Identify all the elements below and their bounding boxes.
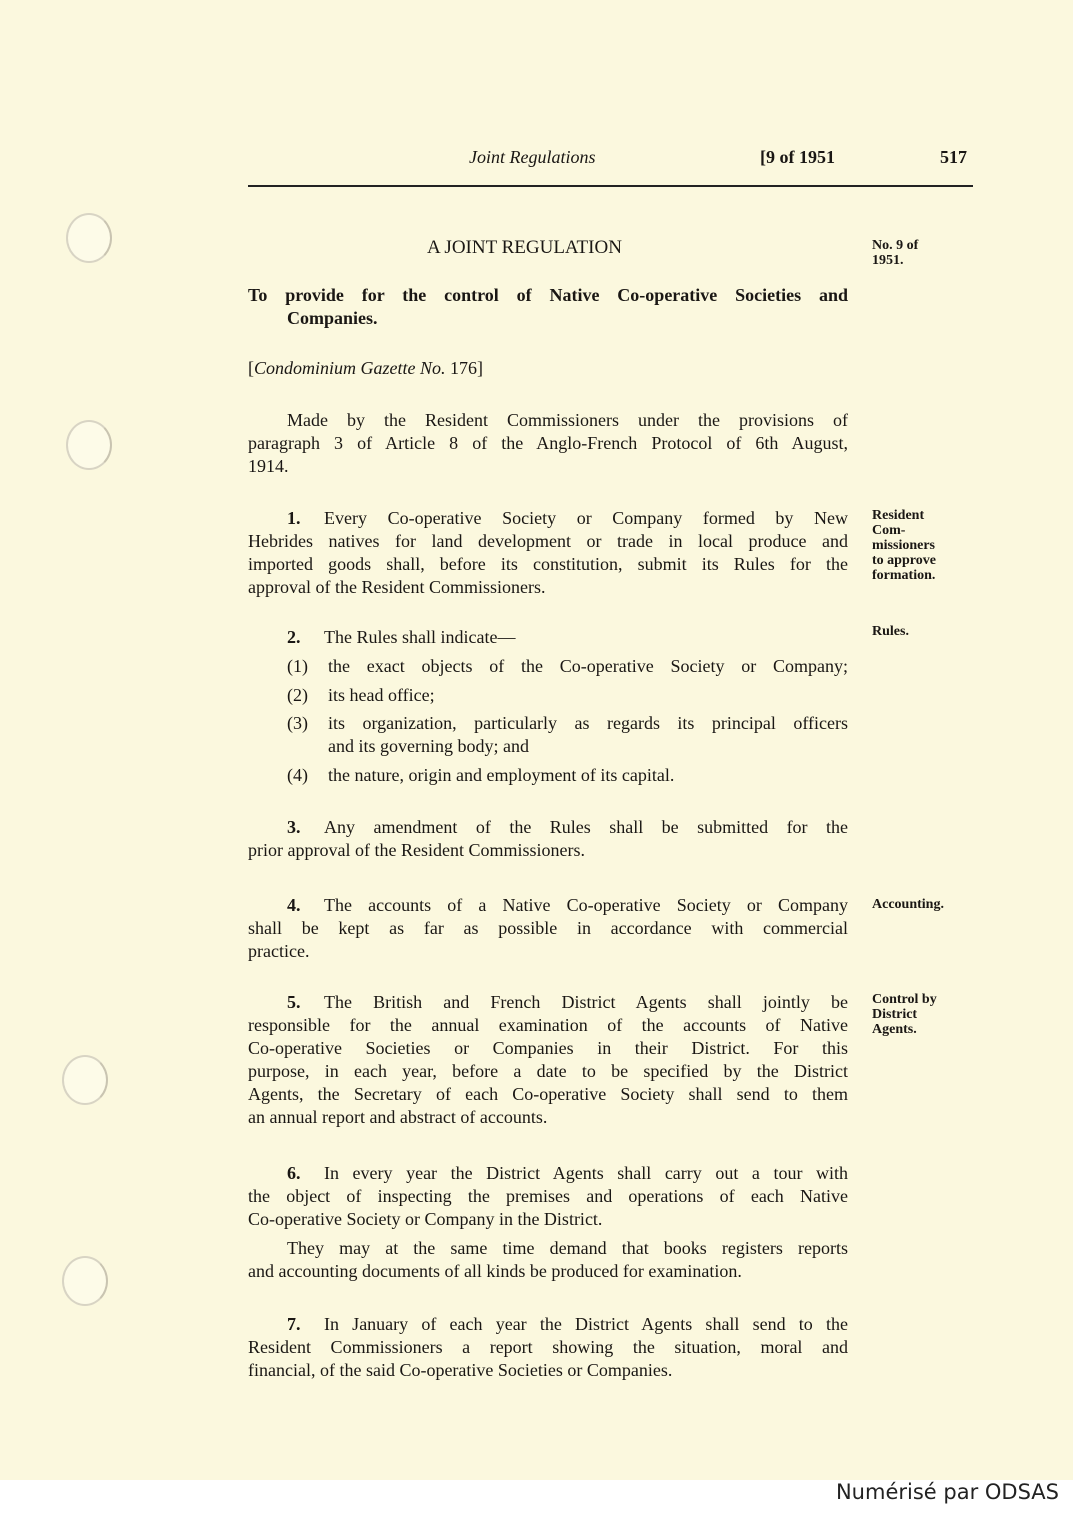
punch-hole <box>62 1256 108 1306</box>
section-line: Agents, the Secretary of each Co-operative Society shall send to them <box>248 1084 848 1104</box>
long-title-line: Companies. <box>287 308 378 328</box>
section-number: 1. <box>287 508 301 528</box>
regulation-heading: A JOINT REGULATION <box>427 237 622 258</box>
section-line: Co-operative Societies or Companies in their District. For this <box>248 1038 848 1058</box>
section-line: financial, of the said Co-operative Societies or Companies. <box>248 1360 673 1380</box>
running-head-title: Joint Regulations <box>469 147 596 167</box>
list-item-text: its organization, particularly as regards its principal officers <box>328 713 848 733</box>
section-number: 3. <box>287 817 301 837</box>
section-line: practice. <box>248 941 310 961</box>
section-line: purpose, in each year, before a date to be specified by the District <box>248 1061 848 1081</box>
margin-note-approve-formation: Resident Com- missioners to approve formation. <box>872 508 936 583</box>
gazette-reference: [Condominium Gazette No. 176] <box>248 358 483 378</box>
margin-note-accounting: Accounting. <box>872 897 944 912</box>
running-head-number: [9 of 1951 <box>760 147 835 167</box>
section-number: 7. <box>287 1314 301 1334</box>
section-line: Any amendment of the Rules shall be submitted for the <box>324 817 848 837</box>
section-line: Every Co-operative Society or Company formed by New <box>324 508 848 528</box>
page-number: 517 <box>940 147 967 167</box>
section-number: 5. <box>287 992 301 1012</box>
section-line: the object of inspecting the premises and operations of each Native <box>248 1186 848 1206</box>
preamble-line: 1914. <box>248 456 289 476</box>
list-item-text: and its governing body; and <box>328 736 529 756</box>
section-line: prior approval of the Resident Commissioners. <box>248 840 585 860</box>
section-line: approval of the Resident Commissioners. <box>248 577 546 597</box>
section-line: In every year the District Agents shall carry out a tour with <box>324 1163 848 1183</box>
section-line: The British and French District Agents shall jointly be <box>324 992 848 1012</box>
punch-hole <box>66 213 112 263</box>
section-number: 6. <box>287 1163 301 1183</box>
section-line: They may at the same time demand that books registers reports <box>287 1238 848 1258</box>
section-line: shall be kept as far as possible in accordance with commercial <box>248 918 848 938</box>
section-line: Hebrides natives for land development or trade in local produce and <box>248 531 848 551</box>
margin-note-district-agents: Control by District Agents. <box>872 992 937 1037</box>
section-line: Co-operative Society or Company in the District. <box>248 1209 603 1229</box>
list-item-text: the exact objects of the Co-operative Society or Company; <box>328 656 848 676</box>
list-item-number: (2) <box>287 685 308 705</box>
section-number: 2. <box>287 627 301 647</box>
section-intro: The Rules shall indicate— <box>324 627 516 647</box>
section-line: Resident Commissioners a report showing the situation, moral and <box>248 1337 848 1357</box>
header-rule <box>248 185 973 187</box>
section-number: 4. <box>287 895 301 915</box>
list-item-number: (1) <box>287 656 308 676</box>
long-title-line: To provide for the control of Native Co-operative Societies and <box>248 285 848 305</box>
section-line: The accounts of a Native Co-operative Society or Company <box>324 895 848 915</box>
margin-note-number: No. 9 of 1951. <box>872 238 919 268</box>
list-item-text: the nature, origin and employment of its capital. <box>328 765 675 785</box>
section-line: imported goods shall, before its constitution, submit its Rules for the <box>248 554 848 574</box>
section-line: and accounting documents of all kinds be produced for examination. <box>248 1261 742 1281</box>
punch-hole <box>62 1055 108 1105</box>
punch-hole <box>66 420 112 470</box>
list-item-number: (4) <box>287 765 308 785</box>
list-item-number: (3) <box>287 713 308 733</box>
section-line: In January of each year the District Agents shall send to the <box>324 1314 848 1334</box>
list-item-text: its head office; <box>328 685 435 705</box>
margin-note-rules: Rules. <box>872 624 909 639</box>
section-line: an annual report and abstract of accounts. <box>248 1107 548 1127</box>
section-line: responsible for the annual examination of the accounts of Native <box>248 1015 848 1035</box>
preamble-line: Made by the Resident Commissioners under the provisions of <box>287 410 848 430</box>
preamble-line: paragraph 3 of Article 8 of the Anglo-French Protocol of 6th August, <box>248 433 848 453</box>
digitization-watermark: Numérisé par ODSAS <box>835 1480 1059 1504</box>
